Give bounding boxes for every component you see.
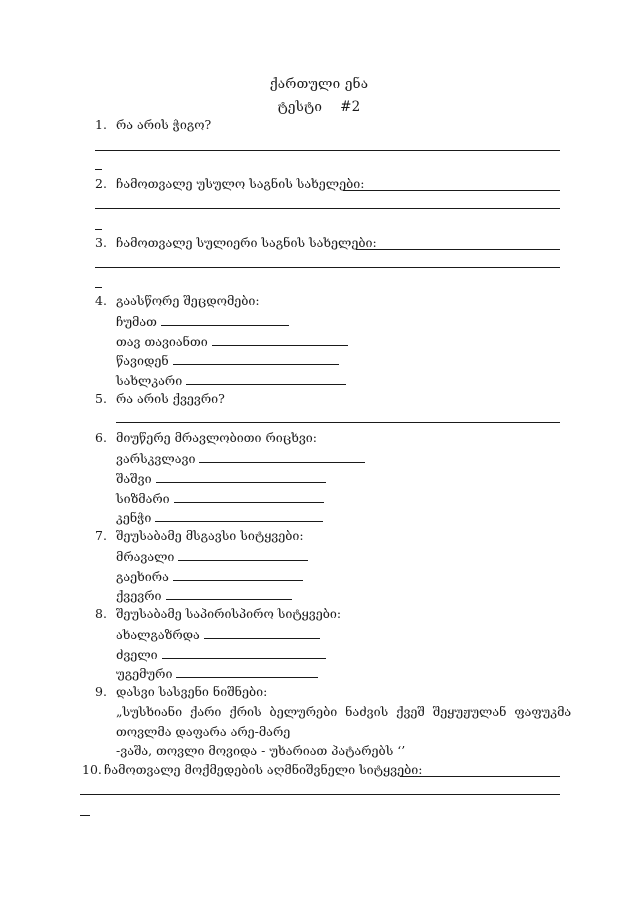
test-number: #2 (340, 99, 361, 115)
answer-blank (204, 626, 320, 639)
question-text: გაასწორე შეცდომები: (116, 293, 260, 308)
answer-blank (155, 509, 323, 522)
list-item: ძველი (116, 646, 326, 663)
question-text: შეუსაბამე საპირისპირო სიტყვები: (116, 606, 342, 621)
answer-blank (162, 646, 326, 659)
answer-blank (178, 548, 308, 561)
answer-blank (173, 352, 339, 365)
answer-blank (161, 313, 289, 326)
list-item: თავ თავიანთი (116, 333, 348, 350)
question-number: 3. (95, 235, 107, 250)
passage-line: „სუსხიანი ქარი ქრის ბელურები ნაძვის ქვეშ შეყუჟულან ფაფუკმა (116, 704, 572, 719)
page-title: ქართული ენა (269, 76, 369, 92)
passage-line: -ვაშა, თოვლი მოვიდა - უხარიათ პატარებს ‘’ (116, 743, 406, 758)
list-item: სიზმარი (116, 490, 324, 507)
answer-line (116, 422, 560, 423)
test-heading (0, 99, 638, 115)
answer-blank (356, 249, 560, 250)
answer-line (95, 267, 560, 268)
list-item: ჩუმათ (116, 313, 289, 330)
question-number: 6. (95, 430, 107, 445)
list-item: ახალგაზრდა (116, 626, 320, 643)
list-item: სახლკარი (116, 372, 346, 389)
list-item: ქვევრი (116, 587, 292, 604)
question-number: 4. (95, 293, 107, 308)
answer-blank (343, 190, 560, 191)
question-number: 10. (82, 762, 102, 777)
answer-blank (400, 776, 560, 777)
list-item: შაშვი (116, 470, 326, 487)
list-item: უგემური (116, 665, 318, 682)
answer-blank (176, 665, 318, 678)
question-text: მიუწერე მრავლობითი რიცხვი: (116, 430, 318, 445)
list-item: მრავალი (116, 548, 308, 565)
answer-line-continuation (95, 169, 102, 170)
question-text: ჩამოთვალე მოქმედების აღმნიშვნელი სიტყვები: (104, 762, 423, 777)
answer-blank (199, 450, 365, 463)
answer-line (95, 150, 560, 151)
list-item: კენჭი (116, 509, 323, 526)
question-text: რა არის ჭიგო? (116, 117, 212, 132)
question-text: დასვი სასვენი ნიშნები: (116, 684, 268, 699)
question-number: 5. (95, 391, 107, 406)
question-number: 8. (95, 606, 107, 621)
passage-line: თოვლმა დაფარა არე-მარე (116, 724, 291, 739)
question-number: 7. (95, 528, 107, 543)
answer-line-continuation (80, 815, 90, 816)
question-number: 9. (95, 684, 107, 699)
question-number: 2. (95, 176, 107, 191)
question-text: რა არის ქვევრი? (116, 391, 225, 406)
list-item: ვარსკვლავი (116, 450, 365, 467)
question-text: ჩამოთვალე სულიერი საგნის სახელები: (116, 235, 377, 250)
question-text: ჩამოთვალე უსულო საგნის სახელები: (116, 176, 365, 191)
answer-line (80, 794, 560, 795)
answer-line (95, 208, 560, 209)
answer-line-continuation (95, 287, 102, 288)
question-number: 1. (95, 117, 107, 132)
answer-blank (174, 490, 324, 503)
question-text: შეუსაბამე მსგავსი სიტყვები: (116, 528, 304, 543)
answer-blank (173, 568, 303, 581)
answer-blank (212, 333, 348, 346)
answer-blank (156, 470, 326, 483)
list-item: გაეხირა (116, 568, 303, 585)
answer-blank (166, 587, 292, 600)
test-label: ტესტი (277, 99, 323, 115)
answer-line-continuation (95, 229, 102, 230)
answer-blank (186, 372, 346, 385)
list-item: წავიდენ (116, 352, 339, 369)
